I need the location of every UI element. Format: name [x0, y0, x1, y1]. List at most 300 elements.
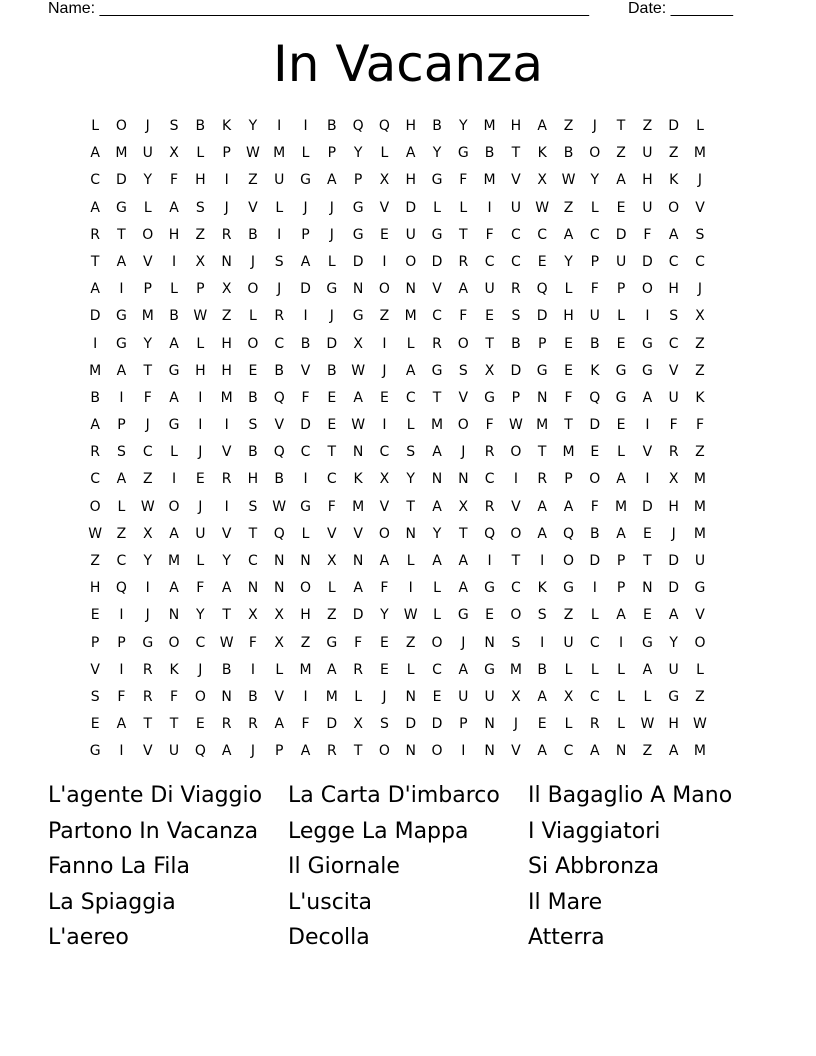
- grid-letter[interactable]: T: [143, 716, 153, 733]
- grid-letter[interactable]: I: [224, 417, 229, 434]
- grid-letter[interactable]: A: [169, 335, 179, 352]
- grid-letter[interactable]: G: [484, 389, 496, 406]
- grid-letter[interactable]: I: [408, 580, 413, 597]
- grid-letter[interactable]: C: [695, 253, 705, 270]
- grid-letter[interactable]: D: [668, 580, 680, 597]
- grid-letter[interactable]: W: [351, 417, 366, 434]
- grid-letter[interactable]: D: [641, 253, 653, 270]
- grid-letter[interactable]: L: [433, 607, 441, 624]
- grid-letter[interactable]: I: [145, 580, 150, 597]
- grid-letter[interactable]: R: [537, 471, 548, 488]
- grid-letter[interactable]: N: [273, 580, 285, 597]
- grid-letter[interactable]: O: [168, 634, 180, 651]
- grid-letter[interactable]: M: [693, 498, 707, 515]
- grid-letter[interactable]: L: [406, 553, 415, 569]
- grid-letter[interactable]: E: [327, 417, 337, 434]
- grid-letter[interactable]: V: [379, 199, 390, 216]
- grid-letter[interactable]: E: [195, 471, 205, 488]
- grid-letter[interactable]: U: [458, 688, 469, 705]
- grid-letter[interactable]: F: [564, 389, 573, 406]
- grid-letter[interactable]: Z: [248, 172, 258, 189]
- grid-letter[interactable]: S: [248, 417, 258, 434]
- grid-letter[interactable]: X: [195, 253, 206, 270]
- grid-letter[interactable]: Q: [352, 118, 364, 134]
- grid-letter[interactable]: F: [485, 417, 494, 434]
- grid-letter[interactable]: V: [432, 281, 442, 298]
- grid-letter[interactable]: C: [116, 553, 127, 569]
- grid-letter[interactable]: D: [668, 553, 680, 569]
- grid-letter[interactable]: V: [221, 525, 232, 542]
- grid-letter[interactable]: L: [354, 688, 363, 705]
- grid-letter[interactable]: G: [641, 362, 653, 379]
- grid-letter[interactable]: T: [537, 444, 547, 461]
- grid-letter[interactable]: P: [564, 471, 573, 488]
- grid-letter[interactable]: A: [432, 553, 442, 569]
- grid-letter[interactable]: T: [117, 226, 126, 243]
- grid-letter[interactable]: A: [563, 226, 574, 243]
- grid-letter[interactable]: Z: [563, 607, 574, 624]
- grid-letter[interactable]: B: [537, 661, 547, 678]
- grid-letter[interactable]: O: [89, 498, 101, 515]
- grid-letter[interactable]: P: [616, 553, 626, 569]
- grid-letter[interactable]: X: [458, 498, 469, 515]
- grid-letter[interactable]: C: [274, 335, 285, 352]
- grid-letter[interactable]: G: [168, 417, 180, 434]
- grid-letter[interactable]: L: [564, 661, 573, 678]
- grid-letter[interactable]: N: [405, 525, 416, 542]
- grid-letter[interactable]: A: [169, 199, 179, 216]
- grid-letter[interactable]: Z: [642, 118, 653, 134]
- grid-letter[interactable]: I: [303, 688, 308, 705]
- grid-letter[interactable]: E: [642, 607, 652, 624]
- grid-letter[interactable]: L: [459, 199, 468, 216]
- grid-letter[interactable]: I: [540, 553, 545, 569]
- grid-letter[interactable]: A: [221, 580, 232, 597]
- grid-letter[interactable]: R: [458, 253, 469, 270]
- grid-letter[interactable]: H: [563, 308, 574, 325]
- grid-letter[interactable]: N: [352, 444, 364, 461]
- grid-letter[interactable]: X: [248, 607, 258, 624]
- grid-letter[interactable]: M: [115, 145, 128, 162]
- grid-letter[interactable]: I: [93, 335, 98, 352]
- grid-letter[interactable]: I: [171, 253, 177, 270]
- grid-letter[interactable]: J: [250, 743, 255, 760]
- grid-letter[interactable]: O: [694, 634, 706, 651]
- grid-letter[interactable]: L: [617, 688, 625, 705]
- grid-letter[interactable]: G: [431, 362, 443, 379]
- grid-letter[interactable]: A: [300, 743, 311, 760]
- grid-letter[interactable]: O: [510, 525, 522, 542]
- grid-letter[interactable]: T: [459, 226, 468, 243]
- grid-letter[interactable]: E: [616, 335, 626, 352]
- grid-letter[interactable]: S: [90, 688, 100, 705]
- grid-letter[interactable]: A: [405, 145, 416, 162]
- grid-letter[interactable]: A: [458, 580, 469, 597]
- grid-letter[interactable]: A: [458, 661, 469, 678]
- grid-letter[interactable]: D: [431, 716, 443, 733]
- grid-letter[interactable]: N: [352, 281, 364, 298]
- grid-letter[interactable]: B: [589, 335, 600, 352]
- grid-letter[interactable]: J: [697, 281, 703, 298]
- grid-letter[interactable]: U: [642, 199, 653, 216]
- grid-letter[interactable]: D: [668, 118, 680, 134]
- grid-letter[interactable]: N: [405, 688, 416, 705]
- grid-letter[interactable]: T: [222, 607, 231, 624]
- grid-letter[interactable]: V: [695, 199, 705, 216]
- grid-letter[interactable]: C: [405, 389, 416, 406]
- grid-letter[interactable]: P: [353, 172, 363, 189]
- grid-letter[interactable]: L: [564, 716, 573, 733]
- grid-letter[interactable]: G: [457, 145, 469, 162]
- grid-letter[interactable]: Q: [194, 743, 206, 760]
- grid-letter[interactable]: V: [642, 444, 653, 461]
- grid-letter[interactable]: F: [301, 716, 310, 733]
- grid-letter[interactable]: G: [615, 389, 627, 406]
- grid-letter[interactable]: V: [274, 417, 285, 434]
- grid-letter[interactable]: W: [272, 498, 287, 515]
- grid-letter[interactable]: M: [509, 661, 522, 678]
- grid-letter[interactable]: U: [668, 661, 679, 678]
- grid-letter[interactable]: S: [511, 634, 521, 651]
- grid-letter[interactable]: H: [510, 118, 522, 134]
- grid-letter[interactable]: T: [511, 553, 521, 569]
- grid-letter[interactable]: W: [140, 498, 155, 515]
- grid-letter[interactable]: U: [168, 743, 180, 760]
- grid-letter[interactable]: E: [537, 716, 547, 733]
- grid-letter[interactable]: I: [277, 118, 282, 134]
- grid-letter[interactable]: O: [194, 688, 206, 705]
- grid-letter[interactable]: V: [511, 743, 521, 760]
- grid-letter[interactable]: A: [616, 525, 626, 542]
- grid-letter[interactable]: N: [484, 743, 495, 760]
- grid-letter[interactable]: O: [589, 471, 601, 488]
- grid-letter[interactable]: I: [487, 199, 492, 216]
- grid-letter[interactable]: Q: [115, 580, 127, 597]
- grid-letter[interactable]: G: [431, 172, 443, 189]
- grid-letter[interactable]: Q: [589, 389, 601, 406]
- grid-letter[interactable]: A: [221, 743, 232, 760]
- grid-letter[interactable]: I: [382, 417, 387, 434]
- grid-letter[interactable]: T: [643, 553, 652, 569]
- grid-letter[interactable]: Z: [300, 634, 311, 651]
- grid-letter[interactable]: N: [247, 580, 259, 597]
- grid-letter[interactable]: T: [564, 417, 573, 434]
- grid-letter[interactable]: G: [536, 362, 548, 379]
- grid-letter[interactable]: I: [119, 389, 124, 406]
- grid-letter[interactable]: A: [405, 362, 416, 379]
- grid-letter[interactable]: C: [432, 661, 442, 678]
- grid-letter[interactable]: F: [380, 580, 389, 597]
- grid-letter[interactable]: M: [167, 553, 181, 569]
- grid-letter[interactable]: T: [616, 118, 626, 134]
- grid-letter[interactable]: A: [537, 688, 547, 705]
- grid-letter[interactable]: R: [248, 716, 258, 733]
- grid-letter[interactable]: Z: [142, 471, 153, 488]
- grid-letter[interactable]: S: [248, 498, 258, 515]
- grid-letter[interactable]: A: [327, 172, 337, 189]
- grid-letter[interactable]: L: [301, 145, 310, 162]
- grid-letter[interactable]: X: [274, 634, 285, 651]
- grid-letter[interactable]: K: [353, 471, 363, 488]
- grid-letter[interactable]: J: [461, 634, 466, 651]
- grid-letter[interactable]: Y: [248, 118, 258, 134]
- grid-letter[interactable]: A: [668, 226, 679, 243]
- grid-letter[interactable]: B: [221, 661, 232, 678]
- grid-letter[interactable]: I: [250, 661, 255, 678]
- grid-letter[interactable]: R: [90, 226, 101, 243]
- grid-letter[interactable]: R: [484, 444, 495, 461]
- grid-letter[interactable]: L: [196, 553, 205, 569]
- grid-letter[interactable]: N: [273, 553, 285, 569]
- grid-letter[interactable]: N: [642, 580, 653, 597]
- grid-letter[interactable]: A: [537, 118, 547, 134]
- grid-letter[interactable]: E: [642, 525, 652, 542]
- grid-letter[interactable]: G: [300, 172, 311, 189]
- grid-letter[interactable]: Z: [695, 444, 705, 461]
- grid-letter[interactable]: O: [378, 743, 390, 760]
- grid-letter[interactable]: T: [459, 525, 468, 542]
- grid-letter[interactable]: L: [406, 335, 415, 352]
- grid-letter[interactable]: N: [405, 281, 416, 298]
- grid-letter[interactable]: D: [405, 716, 417, 733]
- grid-letter[interactable]: Z: [563, 118, 574, 134]
- grid-letter[interactable]: A: [353, 580, 363, 597]
- grid-letter[interactable]: N: [221, 253, 232, 270]
- grid-letter[interactable]: I: [645, 471, 650, 488]
- grid-letter[interactable]: G: [168, 362, 180, 379]
- grid-letter[interactable]: D: [641, 498, 653, 515]
- grid-letter[interactable]: L: [196, 145, 205, 162]
- grid-letter[interactable]: G: [457, 607, 469, 624]
- grid-letter[interactable]: Z: [116, 525, 127, 542]
- grid-letter[interactable]: O: [431, 743, 443, 760]
- grid-letter[interactable]: P: [616, 281, 626, 298]
- grid-letter[interactable]: H: [247, 471, 259, 488]
- grid-letter[interactable]: S: [458, 362, 468, 379]
- grid-letter[interactable]: L: [117, 498, 126, 515]
- grid-letter[interactable]: N: [484, 716, 495, 733]
- grid-letter[interactable]: A: [379, 553, 390, 569]
- grid-letter[interactable]: M: [430, 417, 444, 434]
- grid-letter[interactable]: S: [406, 444, 416, 461]
- grid-letter[interactable]: F: [590, 498, 599, 515]
- grid-letter[interactable]: H: [405, 172, 416, 189]
- grid-letter[interactable]: E: [379, 634, 389, 651]
- grid-letter[interactable]: Z: [695, 362, 705, 379]
- grid-letter[interactable]: X: [274, 607, 285, 624]
- grid-letter[interactable]: N: [352, 553, 364, 569]
- grid-letter[interactable]: Q: [484, 525, 496, 542]
- grid-letter[interactable]: Z: [327, 607, 337, 624]
- grid-letter[interactable]: L: [91, 118, 100, 134]
- grid-letter[interactable]: A: [537, 525, 547, 542]
- grid-letter[interactable]: L: [696, 118, 704, 134]
- grid-letter[interactable]: W: [403, 607, 418, 624]
- grid-letter[interactable]: E: [485, 308, 495, 325]
- grid-letter[interactable]: B: [248, 688, 258, 705]
- grid-letter[interactable]: T: [90, 253, 100, 270]
- grid-letter[interactable]: E: [379, 389, 389, 406]
- grid-letter[interactable]: P: [117, 417, 126, 434]
- grid-letter[interactable]: L: [327, 253, 336, 270]
- grid-letter[interactable]: Y: [196, 607, 205, 624]
- grid-letter[interactable]: L: [380, 145, 389, 162]
- grid-letter[interactable]: B: [589, 525, 600, 542]
- grid-letter[interactable]: M: [483, 172, 496, 189]
- grid-letter[interactable]: O: [457, 417, 469, 434]
- grid-letter[interactable]: J: [382, 362, 387, 379]
- grid-letter[interactable]: Y: [222, 553, 231, 569]
- grid-letter[interactable]: V: [90, 661, 100, 678]
- grid-letter[interactable]: C: [195, 634, 206, 651]
- grid-letter[interactable]: M: [615, 498, 628, 515]
- grid-letter[interactable]: R: [221, 226, 232, 243]
- grid-letter[interactable]: O: [510, 444, 522, 461]
- grid-letter[interactable]: D: [615, 226, 627, 243]
- grid-letter[interactable]: W: [193, 308, 208, 325]
- grid-letter[interactable]: X: [221, 281, 232, 298]
- grid-letter[interactable]: N: [168, 607, 180, 624]
- grid-letter[interactable]: F: [354, 634, 363, 651]
- grid-letter[interactable]: N: [536, 389, 548, 406]
- grid-letter[interactable]: U: [642, 145, 653, 162]
- grid-letter[interactable]: X: [169, 145, 179, 162]
- grid-letter[interactable]: R: [221, 716, 232, 733]
- grid-letter[interactable]: X: [563, 688, 574, 705]
- grid-letter[interactable]: U: [484, 688, 495, 705]
- grid-letter[interactable]: X: [353, 716, 363, 733]
- grid-letter[interactable]: A: [432, 498, 442, 515]
- grid-letter[interactable]: F: [459, 308, 468, 325]
- grid-letter[interactable]: I: [540, 634, 545, 651]
- grid-letter[interactable]: B: [511, 335, 521, 352]
- grid-letter[interactable]: P: [222, 145, 231, 162]
- grid-letter[interactable]: Y: [669, 634, 678, 651]
- grid-letter[interactable]: S: [379, 716, 389, 733]
- grid-letter[interactable]: C: [511, 226, 521, 243]
- grid-letter[interactable]: Y: [143, 553, 153, 569]
- grid-letter[interactable]: G: [668, 688, 680, 705]
- grid-letter[interactable]: M: [299, 661, 312, 678]
- grid-letter[interactable]: G: [694, 580, 706, 597]
- grid-letter[interactable]: L: [433, 199, 441, 216]
- grid-letter[interactable]: A: [563, 498, 574, 515]
- grid-letter[interactable]: M: [220, 389, 233, 406]
- grid-letter[interactable]: G: [352, 308, 364, 325]
- grid-letter[interactable]: T: [485, 335, 494, 352]
- grid-letter[interactable]: Q: [378, 118, 390, 134]
- grid-letter[interactable]: A: [116, 253, 127, 270]
- grid-letter[interactable]: D: [536, 308, 548, 325]
- grid-letter[interactable]: E: [248, 362, 258, 379]
- grid-letter[interactable]: G: [142, 634, 154, 651]
- grid-letter[interactable]: I: [198, 417, 203, 434]
- grid-letter[interactable]: A: [274, 716, 285, 733]
- grid-letter[interactable]: G: [326, 634, 338, 651]
- grid-letter[interactable]: O: [115, 118, 127, 134]
- grid-letter[interactable]: K: [537, 145, 547, 162]
- grid-letter[interactable]: G: [431, 226, 443, 243]
- grid-letter[interactable]: L: [406, 417, 415, 434]
- grid-letter[interactable]: K: [222, 118, 232, 134]
- grid-letter[interactable]: W: [351, 362, 366, 379]
- grid-letter[interactable]: G: [615, 362, 627, 379]
- grid-letter[interactable]: B: [248, 226, 258, 243]
- grid-letter[interactable]: L: [143, 199, 152, 216]
- grid-letter[interactable]: B: [300, 335, 311, 352]
- grid-letter[interactable]: J: [250, 253, 255, 270]
- grid-letter[interactable]: J: [329, 226, 334, 243]
- grid-letter[interactable]: L: [249, 308, 257, 325]
- grid-letter[interactable]: K: [590, 362, 600, 379]
- grid-letter[interactable]: C: [326, 471, 337, 488]
- grid-letter[interactable]: R: [326, 743, 337, 760]
- grid-letter[interactable]: I: [119, 743, 124, 760]
- grid-letter[interactable]: C: [668, 253, 679, 270]
- grid-letter[interactable]: A: [116, 362, 127, 379]
- grid-letter[interactable]: I: [645, 308, 650, 325]
- grid-letter[interactable]: X: [537, 172, 547, 189]
- grid-letter[interactable]: F: [485, 226, 494, 243]
- grid-letter[interactable]: L: [327, 580, 336, 597]
- grid-letter[interactable]: L: [696, 661, 704, 678]
- grid-letter[interactable]: E: [564, 362, 573, 379]
- grid-letter[interactable]: W: [508, 417, 523, 434]
- grid-letter[interactable]: H: [89, 580, 101, 597]
- grid-letter[interactable]: Y: [380, 607, 389, 624]
- grid-letter[interactable]: A: [642, 389, 653, 406]
- grid-letter[interactable]: S: [169, 118, 179, 134]
- grid-letter[interactable]: N: [300, 553, 311, 569]
- grid-letter[interactable]: F: [669, 417, 678, 434]
- grid-letter[interactable]: O: [562, 553, 574, 569]
- grid-letter[interactable]: Q: [273, 525, 285, 542]
- grid-letter[interactable]: X: [379, 471, 390, 488]
- grid-letter[interactable]: E: [537, 253, 547, 270]
- grid-letter[interactable]: E: [564, 335, 573, 352]
- grid-letter[interactable]: W: [561, 172, 576, 189]
- grid-letter[interactable]: H: [221, 335, 232, 352]
- grid-letter[interactable]: S: [669, 308, 679, 325]
- grid-letter[interactable]: D: [300, 281, 311, 298]
- grid-letter[interactable]: Z: [405, 634, 416, 651]
- grid-letter[interactable]: E: [432, 688, 442, 705]
- grid-letter[interactable]: I: [461, 743, 466, 760]
- grid-letter[interactable]: I: [303, 118, 308, 134]
- grid-letter[interactable]: B: [248, 444, 258, 461]
- grid-letter[interactable]: Q: [273, 389, 285, 406]
- grid-letter[interactable]: D: [300, 417, 311, 434]
- grid-letter[interactable]: R: [353, 661, 363, 678]
- grid-letter[interactable]: H: [642, 172, 653, 189]
- grid-letter[interactable]: R: [484, 498, 495, 515]
- grid-letter[interactable]: V: [248, 199, 258, 216]
- grid-letter[interactable]: U: [142, 145, 153, 162]
- grid-letter[interactable]: R: [142, 661, 153, 678]
- grid-letter[interactable]: M: [483, 118, 496, 134]
- grid-letter[interactable]: Z: [195, 226, 206, 243]
- grid-letter[interactable]: T: [248, 525, 258, 542]
- grid-letter[interactable]: Q: [562, 525, 574, 542]
- grid-letter[interactable]: P: [90, 634, 100, 651]
- grid-letter[interactable]: H: [221, 362, 232, 379]
- grid-letter[interactable]: K: [695, 389, 705, 406]
- grid-letter[interactable]: U: [668, 389, 679, 406]
- grid-letter[interactable]: X: [142, 525, 153, 542]
- grid-letter[interactable]: Q: [536, 281, 548, 298]
- grid-letter[interactable]: A: [668, 607, 679, 624]
- grid-letter[interactable]: K: [669, 172, 679, 189]
